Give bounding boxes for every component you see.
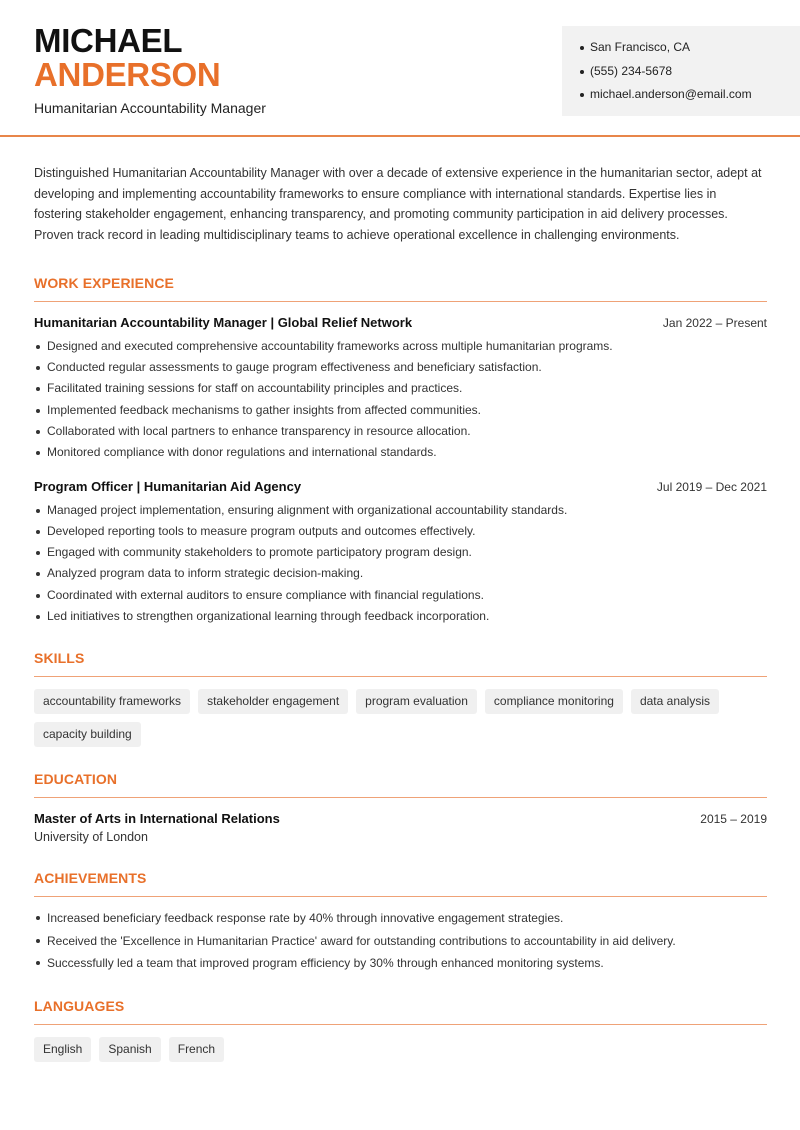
contact-phone: (555) 234-5678 xyxy=(580,60,800,84)
list-item: Designed and executed comprehensive accountability frameworks across multiple humanitarian programs. xyxy=(34,336,767,357)
list-item: Conducted regular assessments to gauge program effectiveness and beneficiary satisfaction. xyxy=(34,357,767,378)
list-item: Monitored compliance with donor regulations and international standards. xyxy=(34,442,767,463)
languages-tags xyxy=(34,1037,767,1062)
list-item: Implemented feedback mechanisms to gather insights from affected communities. xyxy=(34,400,767,421)
skill-tag: data analysis xyxy=(631,689,719,714)
skill-tag: capacity building xyxy=(34,722,141,747)
education-section xyxy=(34,771,767,844)
list-item: Led initiatives to strengthen organizational learning through feedback incorporation. xyxy=(34,606,767,627)
languages-section xyxy=(34,998,767,1062)
achievements-section xyxy=(34,870,767,975)
contact-email: michael.anderson@email.com xyxy=(580,83,800,107)
section-title-skills: SKILLS xyxy=(34,650,767,677)
job-title: Humanitarian Accountability Manager xyxy=(34,100,266,116)
education-dates: 2015 – 2019 xyxy=(700,812,767,827)
summary-paragraph: Distinguished Humanitarian Accountability Manager with over a decade of extensive experience in the humanitarian sector, adept at developing and implementing accountability frameworks to ensure compliance with international standards. Expertise lies in fostering stakeholder engagement, enhancing transparency, and promoting community participation in aid delivery processes. Proven track record in leading multidisciplinary teams to achieve operational excellence in challenging environments. xyxy=(34,166,762,243)
job-header xyxy=(34,479,767,494)
work-experience-section xyxy=(34,275,767,628)
list-item: Analyzed program data to inform strategic decision-making. xyxy=(34,563,767,584)
contact-box xyxy=(562,26,800,116)
contact-location: San Francisco, CA xyxy=(580,36,800,60)
education-school: University of London xyxy=(34,830,148,845)
list-item: Developed reporting tools to measure program outputs and outcomes effectively. xyxy=(34,521,767,542)
language-tag: French xyxy=(169,1037,224,1062)
section-title-work: WORK EXPERIENCE xyxy=(34,275,767,302)
section-title-education: EDUCATION xyxy=(34,771,767,798)
list-item: Facilitated training sessions for staff on accountability principles and practices. xyxy=(34,378,767,399)
skills-section xyxy=(34,650,767,747)
achievements-list xyxy=(34,907,767,975)
last-name: ANDERSON xyxy=(34,56,221,93)
job-bullets xyxy=(34,336,767,464)
job-role: Humanitarian Accountability Manager | Global Relief Network xyxy=(34,314,413,330)
education-degree: Master of Arts in International Relations xyxy=(34,811,280,827)
skill-tag: stakeholder engagement xyxy=(198,689,348,714)
job-dates: Jul 2019 – Dec 2021 xyxy=(656,479,767,494)
contact-list xyxy=(580,36,800,107)
language-tag: English xyxy=(34,1037,91,1062)
section-title-languages: LANGUAGES xyxy=(34,998,767,1025)
job-entry xyxy=(34,479,767,628)
list-item: Received the 'Excellence in Humanitarian Practice' award for outstanding contributions to accountability in aid delivery. xyxy=(34,930,767,953)
section-title-achievements: ACHIEVEMENTS xyxy=(34,870,767,897)
list-item: Engaged with community stakeholders to promote participatory program design. xyxy=(34,542,767,563)
resume-header xyxy=(0,0,800,137)
list-item: Managed project implementation, ensuring alignment with organizational accountability standards. xyxy=(34,500,767,521)
job-entry xyxy=(34,315,767,464)
resume-body xyxy=(34,137,767,1062)
education-header xyxy=(34,811,767,826)
job-bullets xyxy=(34,500,767,628)
list-item: Coordinated with external auditors to ensure compliance with financial regulations. xyxy=(34,585,767,606)
skill-tag: accountability frameworks xyxy=(34,689,190,714)
skill-tag: program evaluation xyxy=(356,689,477,714)
skill-tag: compliance monitoring xyxy=(485,689,623,714)
candidate-name xyxy=(34,24,220,92)
job-role: Program Officer | Humanitarian Aid Agency xyxy=(34,478,302,494)
list-item: Collaborated with local partners to enhance transparency in resource allocation. xyxy=(34,421,767,442)
list-item: Increased beneficiary feedback response rate by 40% through innovative engagement strategies. xyxy=(34,907,767,930)
first-name: MICHAEL xyxy=(34,22,183,59)
job-header xyxy=(34,315,767,330)
language-tag: Spanish xyxy=(99,1037,160,1062)
skills-tags xyxy=(34,689,767,747)
list-item: Successfully led a team that improved program efficiency by 30% through enhanced monitoring systems. xyxy=(34,952,767,975)
job-dates: Jan 2022 – Present xyxy=(662,315,767,330)
